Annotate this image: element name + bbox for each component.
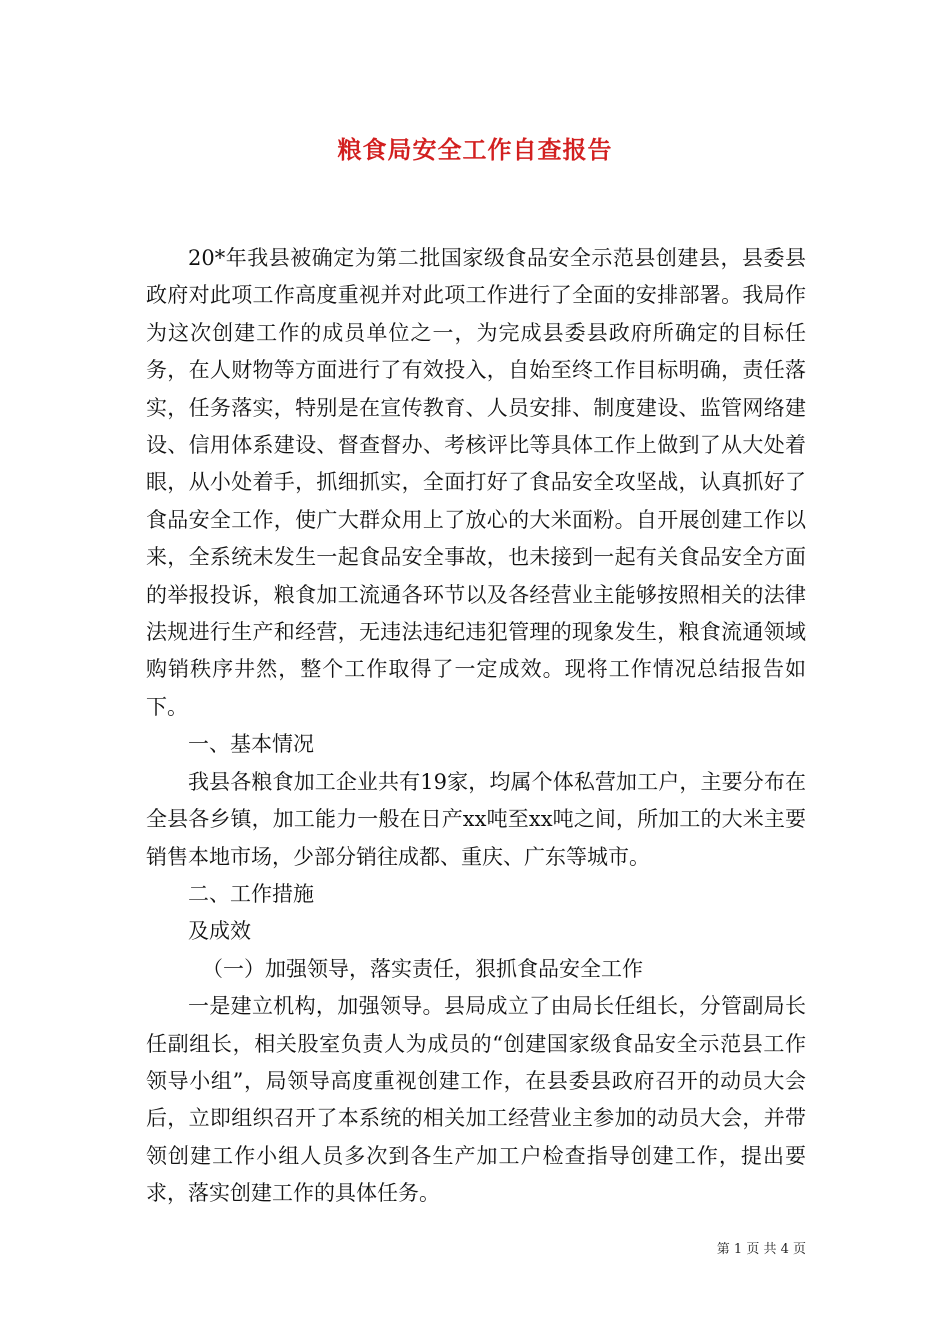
page-number: 第 1 页 共 4 页 [716, 1242, 806, 1257]
paragraph-leadership: 一是建立机构，加强领导。县局成立了由局长任组长，分管副局长任副组长，相关股室负责人为成员的“创建国家级食品安全示范县工作领导小组”，局领导高度重视创建工作，在县委县政府召开的动员大会后，立即组织召开了本系统的相关加工经营业主参加的动员大会，并带领创建工作小组人员多次到各生产加工户检查指导创建工作，提出要求，落实创建工作的具体任务。 [146, 994, 806, 1206]
document-title: 粮食局安全工作自查报告 [337, 135, 613, 164]
section-heading-measures-cont: 及成效 [188, 919, 251, 944]
paragraph-intro: 20*年我县被确定为第二批国家级食品安全示范县创建县，县委县政府对此项工作高度重视并对此项工作进行了全面的安排部署。我局作为这次创建工作的成员单位之一，为完成县委县政府所确定的目标任务，在人财物等方面进行了有效投入，自始至终工作目标明确，责任落实，任务落实，特别是在宣传教育、人员安排、制度建设、监管网络建设、信用体系建设、督查督办、考核评比等具体工作上做到了从大处着眼，从小处着手，抓细抓实，全面打好了食品安全攻坚战，认真抓好了食品安全工作，使广大群众用上了放心的大米面粉。自开展创建工作以来，全系统未发生一起食品安全事故，也未接到一起有关食品安全方面的举报投诉，粮食加工流通各环节以及各经营业主能够按照相关的法律法规进行生产和经营，无违法违纪违犯管理的现象发生，粮食流通领域购销秩序井然，整个工作取得了一定成效。现将工作情况总结报告如下。 [146, 246, 806, 719]
subsection-heading-1: （一）加强领导，落实责任，狠抓食品安全工作 [202, 956, 643, 981]
section-heading-measures: 二、工作措施 [188, 881, 314, 906]
document-body [146, 240, 806, 1213]
paragraph-basic: 我县各粮食加工企业共有19家，均属个体私营加工户，主要分布在全县各乡镇，加工能力一般在日产xx吨至xx吨之间，所加工的大米主要销售本地市场，少部分销往成都、重庆、广东等城市。 [146, 769, 806, 869]
section-heading-basic: 一、基本情况 [188, 732, 314, 757]
